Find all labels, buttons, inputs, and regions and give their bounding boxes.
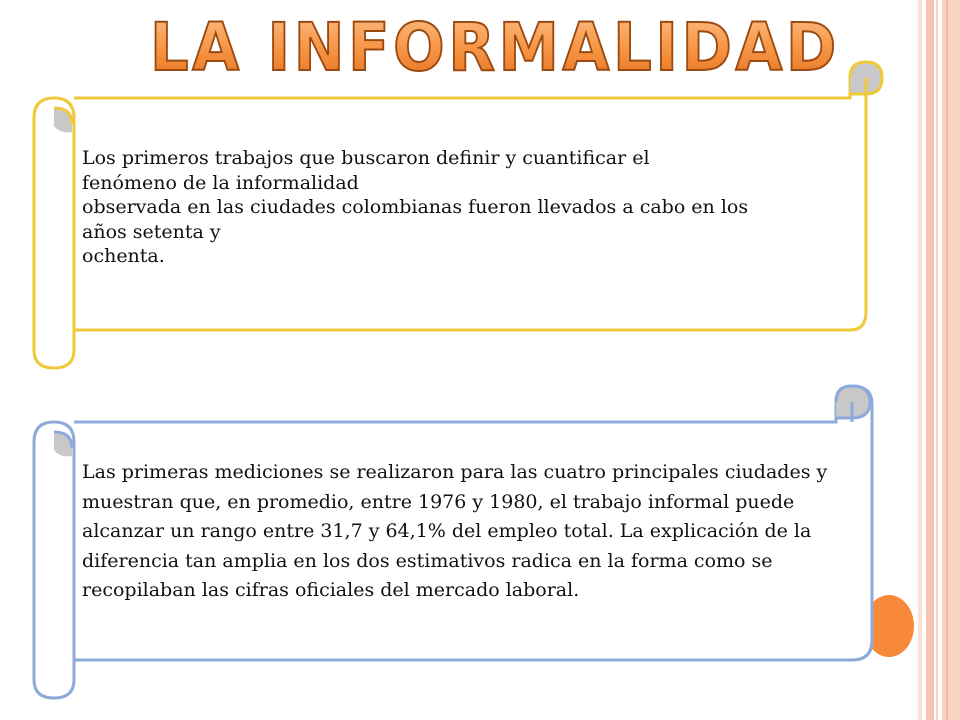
scroll-1-line: años setenta y bbox=[82, 220, 221, 243]
scroll-1-text bbox=[82, 146, 860, 269]
title-text: LA INFORMALIDAD bbox=[150, 9, 840, 84]
scroll-1-line: fenómeno de la informalidad bbox=[82, 171, 359, 194]
scroll-1-line: ochenta. bbox=[82, 245, 165, 267]
decorative-dot bbox=[864, 595, 914, 657]
scroll-1-line: Los primeros trabajos que buscaron definir y cuantificar el bbox=[82, 147, 650, 169]
scroll-1-line: observada en las ciudades colombianas fueron llevados a cabo en los bbox=[82, 196, 749, 218]
scroll-2-text: Las primeras mediciones se realizaron para las cuatro principales ciudades y muestran que, en promedio, entre 1976 y 1980, el trabajo informal puede alcanzar un rango entre 31,7 y 64,1% del empleo total. La explicación de la diferencia tan amplia en los dos estimativos radica en la forma como se recopilaban las cifras oficiales del mercado laboral. bbox=[82, 461, 828, 601]
